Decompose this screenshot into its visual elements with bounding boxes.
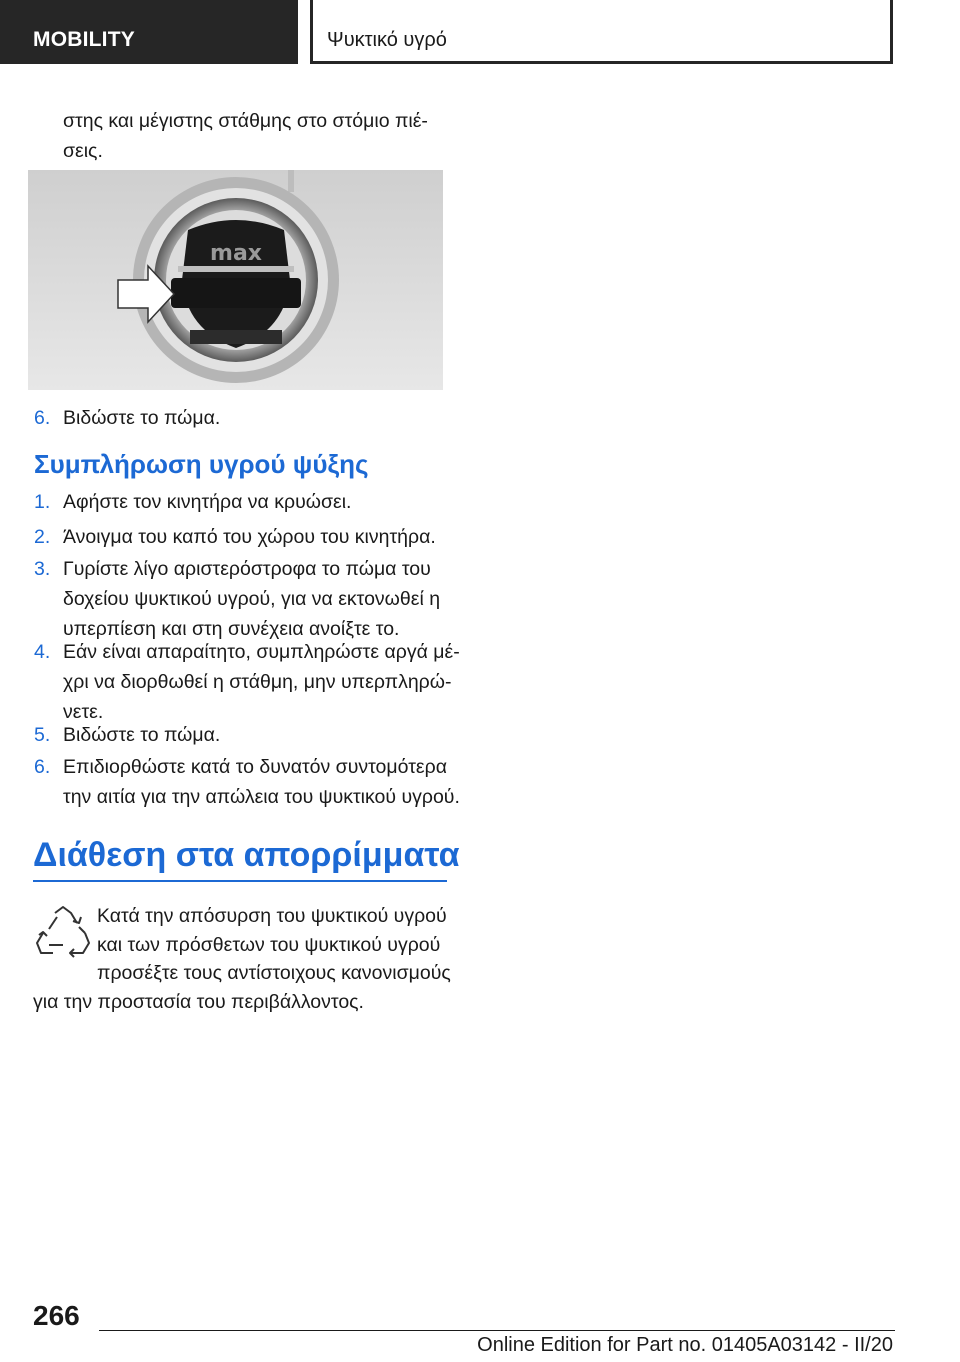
max-mark: max bbox=[210, 241, 262, 266]
text-line: για την προστασία του περιβάλλοντος. bbox=[33, 990, 364, 1013]
step-number: 4. bbox=[34, 641, 51, 663]
list-item bbox=[34, 554, 464, 644]
step-text: Γυρίστε λίγο αριστερόστροφα το πώμα του bbox=[63, 558, 431, 580]
list-item bbox=[34, 637, 464, 727]
section-label: MOBILITY bbox=[33, 28, 135, 51]
step-text: την αιτία για την απώλεια του ψυκτικού υγρού. bbox=[63, 786, 460, 808]
text-line: και των πρόσθετων του ψυκτικού υγρού bbox=[97, 933, 441, 956]
chapter-label: Ψυκτικό υγρό bbox=[327, 29, 447, 51]
step-number: 6. bbox=[34, 407, 51, 429]
page-number: 266 bbox=[33, 1300, 80, 1331]
step-number: 6. bbox=[34, 756, 51, 778]
step-text: Βιδώστε το πώμα. bbox=[63, 407, 221, 429]
list-item bbox=[34, 720, 464, 750]
step-text: χρι να διορθωθεί η στάθμη, μην υπερπληρώ- bbox=[63, 671, 452, 693]
step-text: υπερπίεση και στη συνέχεια ανοίξτε το. bbox=[63, 618, 400, 640]
section-heading: Συμπλήρωση υγρού ψύξης bbox=[34, 449, 369, 479]
step-number: 3. bbox=[34, 558, 51, 580]
step-text: Βιδώστε το πώμα. bbox=[63, 724, 221, 746]
list-item bbox=[34, 403, 464, 433]
step-number: 5. bbox=[34, 724, 51, 746]
chapter-tab bbox=[310, 0, 893, 64]
list-item bbox=[34, 487, 464, 517]
list-item bbox=[34, 522, 464, 552]
step-number: 1. bbox=[34, 491, 51, 513]
step-text: Επιδιορθώστε κατά το δυνατόν συντομότερα bbox=[63, 756, 447, 778]
text-line: στης και μέγιστης στάθμης στο στόμιο πιέ- bbox=[63, 110, 428, 132]
heading-rule bbox=[33, 880, 447, 882]
section-tab bbox=[0, 0, 298, 64]
text-line: προσέξτε τους αντίστοιχους κανονισμούς bbox=[97, 962, 451, 984]
step-text: δοχείου ψυκτικού υγρού, για να εκτονωθεί η bbox=[63, 588, 441, 610]
continuation-text bbox=[63, 106, 463, 166]
list-item bbox=[34, 752, 464, 812]
chapter-heading: Διάθεση στα απορρίμματα bbox=[33, 836, 460, 874]
coolant-cap-photo bbox=[28, 170, 443, 390]
edition-note: Online Edition for Part no. 01405A03142 - II/20 bbox=[477, 1334, 893, 1356]
text-line: Κατά την απόσυρση του ψυκτικού υγρού bbox=[97, 905, 447, 927]
step-text: Άνοιγμα του καπό του χώρου του κινητήρα. bbox=[63, 526, 436, 548]
step-text: Αφήστε τον κινητήρα να κρυώσει. bbox=[63, 491, 352, 513]
footer-rule bbox=[99, 1330, 895, 1331]
step-text: Εάν είναι απαραίτητο, συμπληρώστε αργά μέ- bbox=[63, 641, 460, 663]
step-text: νετε. bbox=[63, 701, 104, 723]
disposal-paragraph bbox=[33, 902, 453, 1016]
text-line: σεις. bbox=[63, 140, 103, 162]
step-number: 2. bbox=[34, 526, 51, 548]
